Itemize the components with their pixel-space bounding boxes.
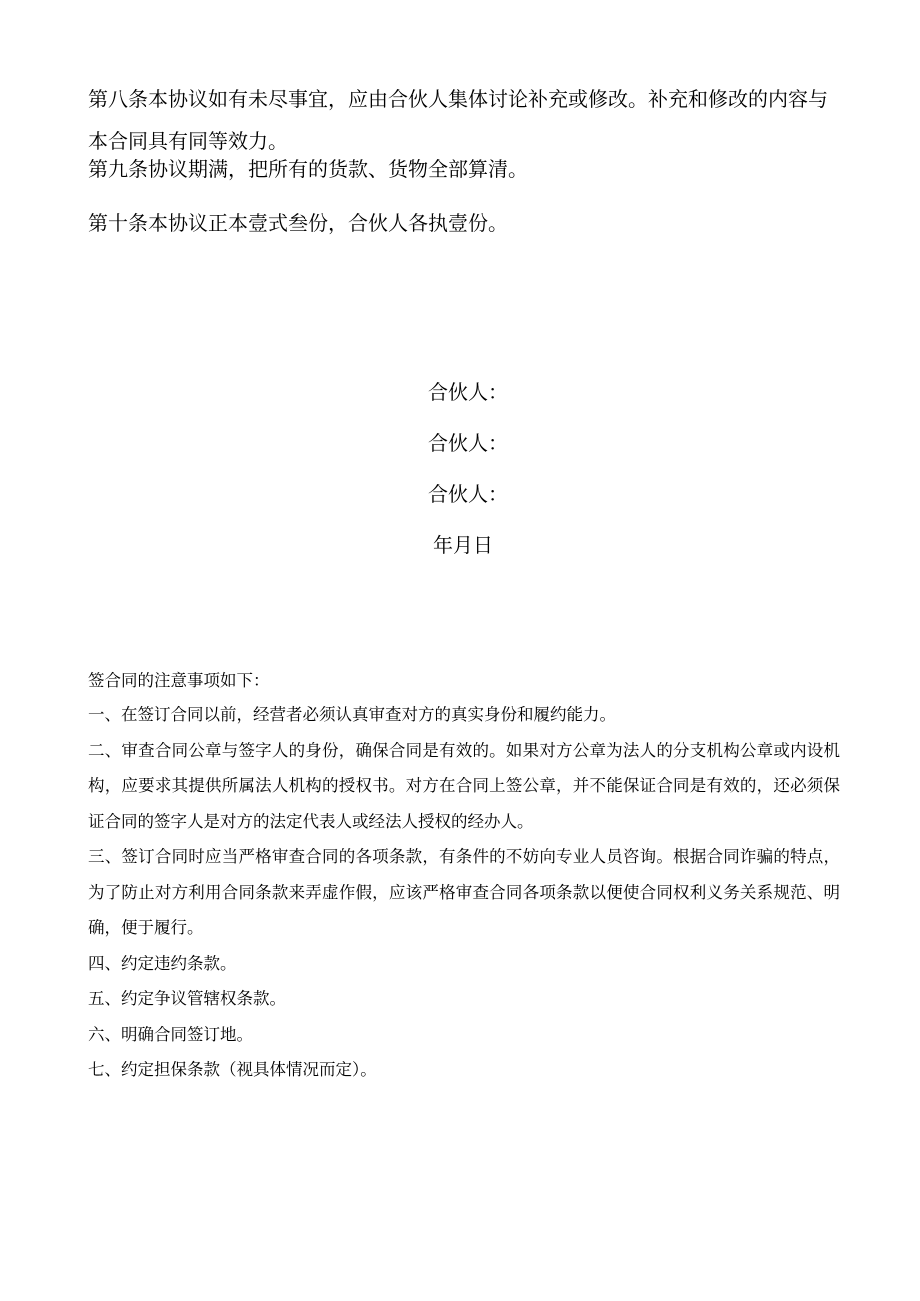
date-label: 年月日 — [433, 533, 493, 557]
partner-label: 合伙人： — [428, 482, 508, 506]
note-item: 三、签订合同时应当严格审查合同的各项条款，有条件的不妨向专业人员咨询。根据合同诈骗的特点，为了防止对方利用合同条款来弄虚作假，应该严格审查合同各项条款以便使合同权利义务关系规范、明确，便于履行。 — [88, 847, 840, 937]
note-item: 一、在签订合同以前，经营者必须认真审查对方的真实身份和履约能力。 — [88, 705, 616, 724]
notes-title: 签合同的注意事项如下： — [88, 671, 270, 690]
signature-date — [0, 525, 920, 576]
partner-signature-1 — [0, 372, 920, 423]
signature-block — [0, 372, 920, 576]
partner-label: 合伙人： — [428, 380, 508, 404]
contract-articles — [88, 78, 840, 244]
partner-signature-3 — [0, 474, 920, 525]
article-10: 第十条本协议正本壹式叁份，合伙人各执壹份。 — [88, 211, 508, 235]
note-item: 二、审查合同公章与签字人的身份，确保合同是有效的。如果对方公章为法人的分支机构公章或内设机构，应要求其提供所属法人机构的授权书。对方在合同上签公章，并不能保证合同是有效的，还必须保证合同的签字人是对方的法定代表人或经法人授权的经办人。 — [88, 740, 840, 831]
signing-notes — [88, 666, 840, 1088]
note-item: 六、明确合同签订地。 — [88, 1024, 253, 1044]
partner-label: 合伙人： — [428, 431, 508, 455]
partner-signature-2 — [0, 423, 920, 474]
article-9: 第九条协议期满，把所有的货款、货物全部算清。 — [88, 157, 528, 181]
note-item: 七、约定担保条款（视具体情况而定）。 — [88, 1060, 377, 1079]
article-8: 第八条本协议如有未尽事宜，应由合伙人集体讨论补充或修改。补充和修改的内容与本合同具有同等效力。 — [88, 87, 828, 153]
note-item: 五、约定争议管辖权条款。 — [88, 989, 286, 1008]
note-item: 四、约定违约条款。 — [88, 953, 237, 973]
